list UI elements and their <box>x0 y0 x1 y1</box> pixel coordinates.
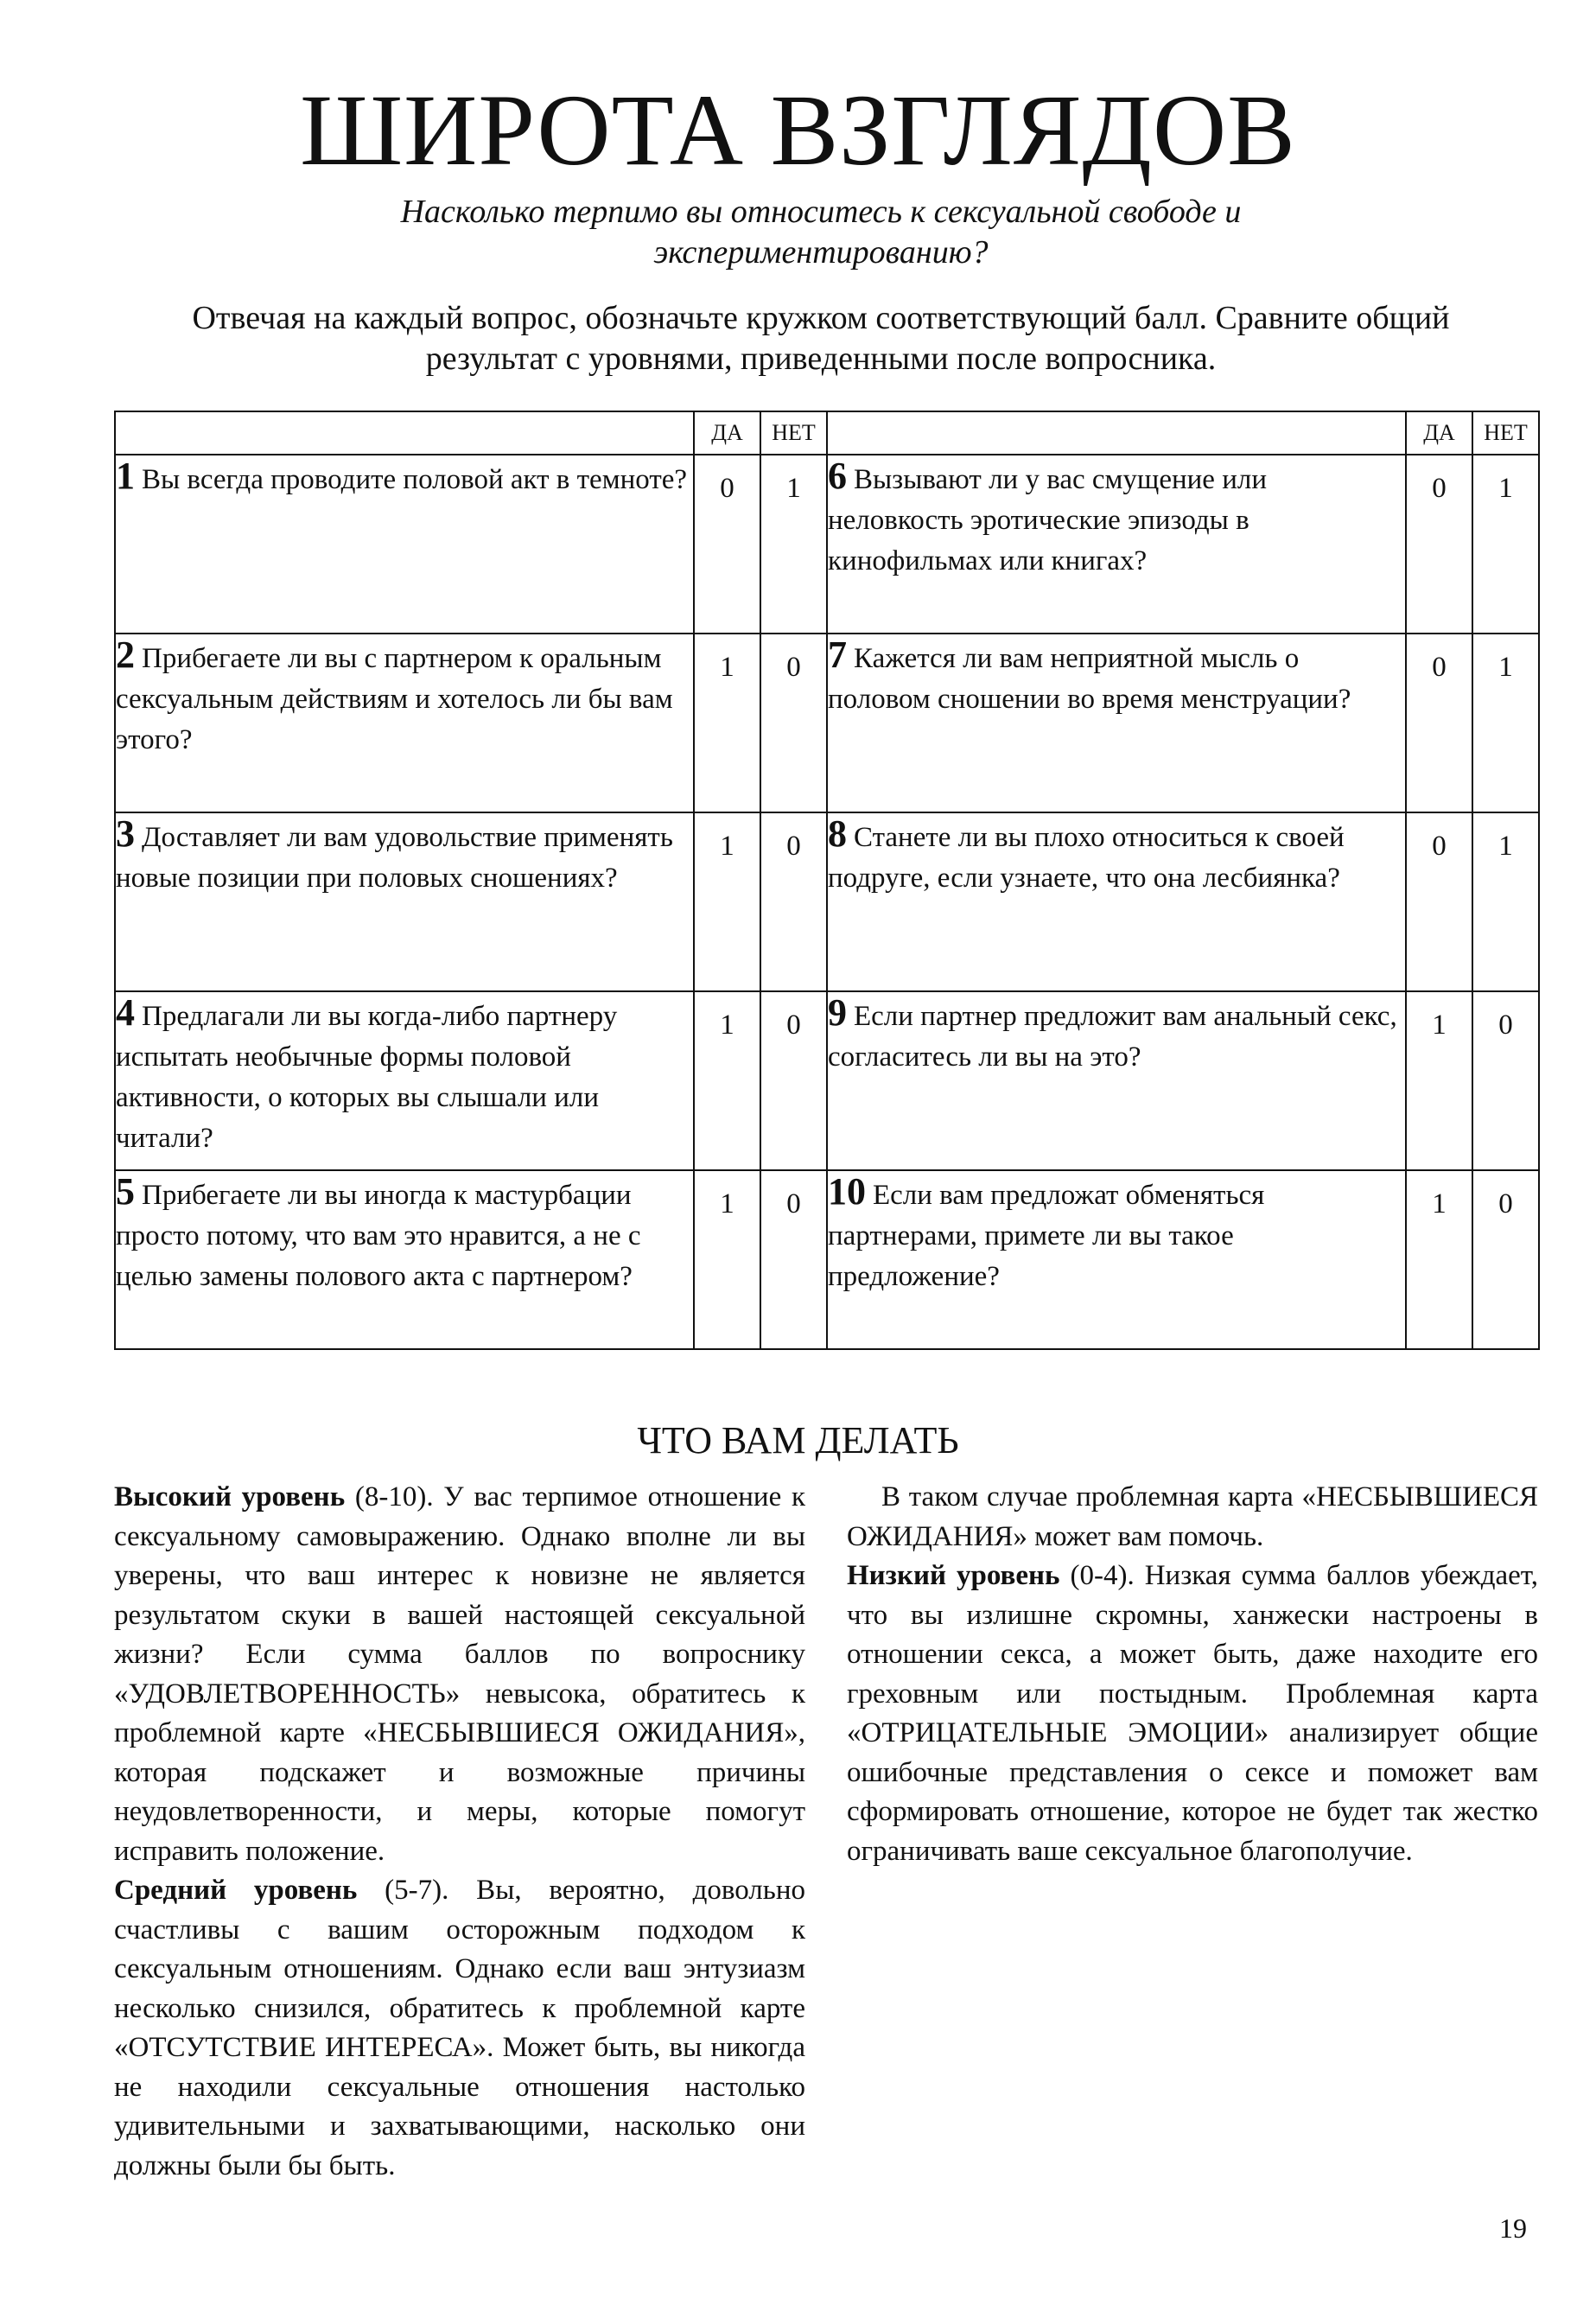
header-no-right: НЕТ <box>1472 411 1539 455</box>
quiz-table <box>114 411 1540 1350</box>
question-cell <box>827 1170 1406 1349</box>
table-row <box>115 634 1539 812</box>
score-yes[interactable]: 1 <box>1406 991 1472 1170</box>
score-no[interactable]: 0 <box>760 812 827 991</box>
table-header-row <box>115 411 1539 455</box>
score-yes[interactable]: 0 <box>1406 455 1472 634</box>
table-row <box>115 812 1539 991</box>
question-text: Если партнер предложит вам анальный секс, согласитесь ли вы на это? <box>828 1001 1397 1073</box>
low-level-paragraph <box>847 1557 1538 1871</box>
score-no[interactable]: 0 <box>760 634 827 812</box>
question-text: Кажется ли вам неприятной мысль о половом сношении во время менструации? <box>828 643 1351 715</box>
score-yes[interactable]: 1 <box>694 991 760 1170</box>
question-number: 10 <box>828 1170 866 1213</box>
high-level-text: (8-10). У вас терпимое отношение к сексуальному самовыражению. Однако вполне ли вы уверены, что ваш интерес к новизне не является результатом скуки в вашей настоящей сексуальной жизни? Если сумма баллов по вопроснику «УДОВЛЕТВОРЕННОСТЬ» невысока, обратитесь к проблемной карте «НЕСБЫВШИЕСЯ ОЖИДАНИЯ», которая подскажет и возможные причины неудовлетворенности, и меры, которые помогут исправить положение. <box>114 1481 805 1867</box>
instructions: Отвечая на каждый вопрос, обозначьте кружком соответствующий балл. Сравните общий результат с уровнями, приведенными после вопросника. <box>192 300 1450 377</box>
score-no[interactable]: 1 <box>1472 455 1539 634</box>
header-yes-left: ДА <box>694 411 760 455</box>
table-row <box>115 1170 1539 1349</box>
question-cell <box>115 1170 694 1349</box>
question-number: 1 <box>116 455 135 497</box>
medium-level-label: Средний уровень <box>114 1875 358 1906</box>
page-subtitle: Насколько терпимо вы относитесь к сексуальной свободе и экспериментированию? <box>400 194 1242 271</box>
high-level-label: Высокий уровень <box>114 1481 346 1512</box>
score-no[interactable]: 1 <box>1472 634 1539 812</box>
score-yes[interactable]: 1 <box>1406 1170 1472 1349</box>
score-yes[interactable]: 0 <box>1406 812 1472 991</box>
medium-level-paragraph <box>114 1871 805 2186</box>
table-row <box>115 991 1539 1170</box>
question-number: 3 <box>116 812 135 855</box>
question-cell <box>115 455 694 634</box>
question-number: 8 <box>828 812 847 855</box>
question-cell <box>827 455 1406 634</box>
question-cell <box>827 634 1406 812</box>
question-cell <box>115 991 694 1170</box>
question-cell <box>827 991 1406 1170</box>
score-no[interactable]: 0 <box>1472 1170 1539 1349</box>
question-number: 5 <box>116 1170 135 1213</box>
medium-level-text: (5-7). Вы, вероятно, довольно счастливы с вашим осторожным подходом к сексуальным отношениям. Однако если ваш энтузиазм несколько снизился, обратитесь к проблемной карте «ОТСУТСТВИЕ ИНТЕРЕСА». Может быть, вы никогда не находили сексуальные отношения настолько удивительными и захватывающими, насколько они должны были бы быть. <box>114 1875 805 2181</box>
question-cell <box>827 812 1406 991</box>
question-cell <box>115 812 694 991</box>
header-no-left: НЕТ <box>760 411 827 455</box>
score-no[interactable]: 1 <box>1472 812 1539 991</box>
score-yes[interactable]: 1 <box>694 634 760 812</box>
table-row <box>115 455 1539 634</box>
question-number: 2 <box>116 634 135 676</box>
results-column-left <box>114 1478 805 2186</box>
question-number: 9 <box>828 991 847 1034</box>
question-number: 6 <box>828 455 847 497</box>
results-column-right <box>847 1478 1538 1871</box>
medium-followup-paragraph: В таком случае проблемная карта «НЕСБЫВШИЕСЯ ОЖИДАНИЯ» может вам помочь. <box>847 1481 1538 1552</box>
question-text: Вы всегда проводите половой акт в темноте? <box>142 464 688 495</box>
score-yes[interactable]: 0 <box>1406 634 1472 812</box>
high-level-paragraph <box>114 1478 805 1871</box>
header-yes-right: ДА <box>1406 411 1472 455</box>
header-empty-right <box>827 411 1406 455</box>
page-title: ШИРОТА ВЗГЛЯДОВ <box>300 73 1296 187</box>
score-no[interactable]: 0 <box>1472 991 1539 1170</box>
section-heading: ЧТО ВАМ ДЕЛАТЬ <box>637 1419 959 1461</box>
page-number: 19 <box>1499 2213 1527 2244</box>
score-no[interactable]: 1 <box>760 455 827 634</box>
question-cell <box>115 634 694 812</box>
question-text: Доставляет ли вам удовольствие применять новые позиции при половых сношениях? <box>116 822 673 894</box>
score-yes[interactable]: 1 <box>694 812 760 991</box>
question-number: 7 <box>828 634 847 676</box>
low-level-text: (0-4). Низкая сумма баллов убеждает, что вы излишне скромны, ханжески настроены в отношении секса, а может быть, даже находите его греховным или постыдным. Проблемная карта «ОТРИЦАТЕЛЬНЫЕ ЭМОЦИИ» анализирует общие ошибочные представления о сексе и поможет вам сформировать отношение, которое не будет так жестко ограничивать ваше сексуальное благополучие. <box>847 1560 1538 1867</box>
question-text: Прибегаете ли вы с партнером к оральным сексуальным действиям и хотелось ли бы вам этого? <box>116 643 673 755</box>
question-number: 4 <box>116 991 135 1034</box>
score-yes[interactable]: 1 <box>694 1170 760 1349</box>
question-text: Если вам предложат обменяться партнерами, примете ли вы такое предложение? <box>828 1180 1265 1292</box>
question-text: Станете ли вы плохо относиться к своей подруге, если узнаете, что она лесбиянка? <box>828 822 1345 894</box>
question-text: Предлагали ли вы когда-либо партнеру испытать необычные формы половой активности, о которых вы слышали или читали? <box>116 1001 618 1154</box>
question-text: Прибегаете ли вы иногда к мастурбации просто потому, что вам это нравится, а не с целью замены полового акта с партнером? <box>116 1180 641 1292</box>
low-level-label: Низкий уровень <box>847 1560 1060 1591</box>
score-no[interactable]: 0 <box>760 991 827 1170</box>
score-yes[interactable]: 0 <box>694 455 760 634</box>
score-no[interactable]: 0 <box>760 1170 827 1349</box>
question-text: Вызывают ли у вас смущение или неловкость эротические эпизоды в кинофильмах или книгах? <box>828 464 1267 576</box>
header-empty-left <box>115 411 694 455</box>
